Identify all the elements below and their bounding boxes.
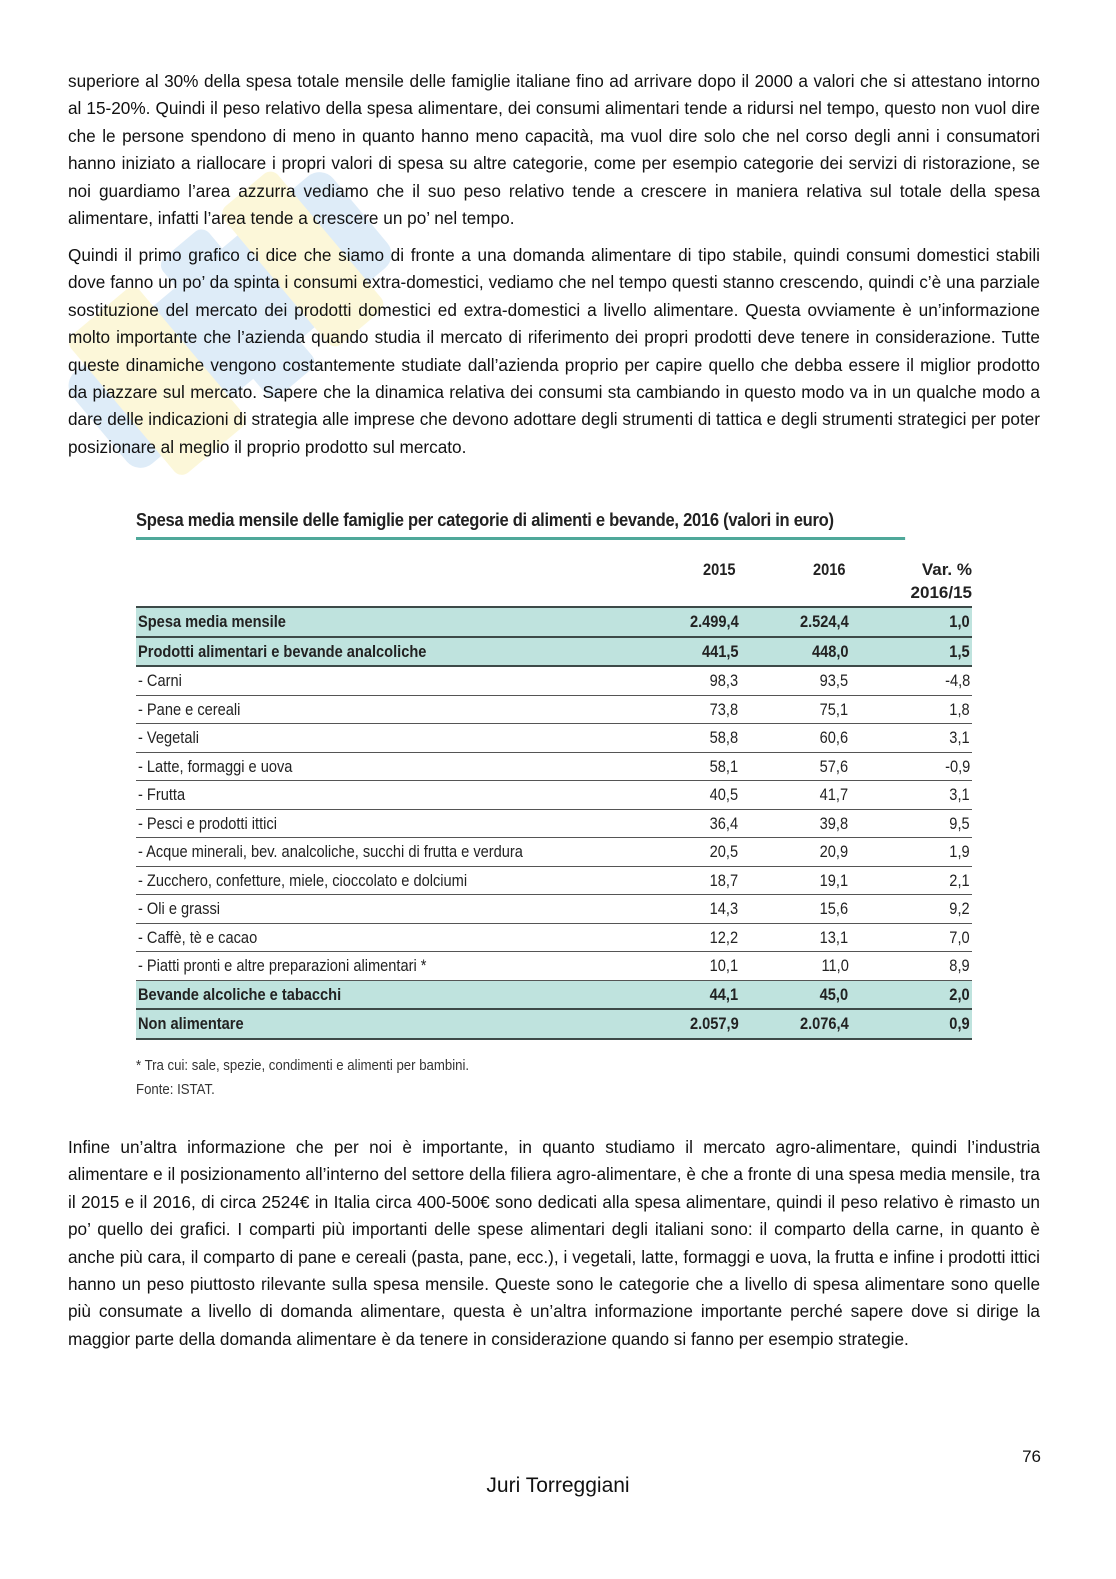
table-row (136, 781, 972, 810)
row-variation: 2,1 (850, 866, 972, 895)
row-variation: 3,1 (850, 724, 972, 753)
row-value-2015: 2.499,4 (619, 607, 741, 637)
header-variation-line2: 2016/15 (910, 583, 972, 602)
row-value-2015: 20,5 (619, 838, 741, 867)
row-variation: -4,8 (850, 666, 972, 695)
table-row (136, 866, 972, 895)
row-value-2016: 2.076,4 (740, 1009, 850, 1039)
table-body (136, 607, 972, 1039)
header-2015: 2015 (702, 560, 736, 579)
row-label: - Pane e cereali (136, 695, 619, 724)
header-2016: 2016 (812, 560, 846, 579)
paragraph-text: Quindi il primo grafico ci dice che siamo di fronte a una domanda alimentare di tipo stabile, quindi consumi domestici stabili dove fanno un po’ da spinta i consumi extra-domestici, vediamo che nel tempo questi stanno crescendo, quindi c’è una parziale sostituzione del mercato dei prodotti domestici ed extra-domestici a livello alimentare. Questa ovviamente è un’informazione molto importante che l’azienda quando studia il mercato di riferimento dei propri prodotti deve tenere in considerazione. Tutte queste dinamiche vengono costantemente studiate dall’azienda proprio per capire quello che debba essere il miglior prodotto da piazzare sul mercato. Sapere che la dinamica relativa dei consumi sta cambiando in questo modo va in un qualche modo a dare delle indicazioni di strategia alle imprese che devono adottare degli strumenti di tattica e degli strumenti strategici per poter posizionare al meglio il proprio prodotto sul mercato. (68, 245, 1040, 457)
row-variation: 9,2 (850, 895, 972, 924)
header-category (136, 554, 619, 607)
table-row (136, 923, 972, 952)
body-paragraph-2 (68, 242, 1040, 461)
row-value-2016: 19,1 (740, 866, 850, 895)
row-value-2015: 44,1 (619, 980, 741, 1009)
row-value-2015: 2.057,9 (619, 1009, 741, 1039)
row-variation: 1,0 (850, 607, 972, 637)
row-value-2016: 57,6 (740, 752, 850, 781)
row-value-2015: 40,5 (619, 781, 741, 810)
header-variation-line1: Var. % (921, 560, 972, 579)
row-variation: 1,9 (850, 838, 972, 867)
row-value-2016: 2.524,4 (740, 607, 850, 637)
row-value-2016: 13,1 (740, 923, 850, 952)
body-paragraph-1 (68, 68, 1040, 232)
table-row (136, 980, 972, 1009)
row-label: - Frutta (136, 781, 619, 810)
row-label: - Pesci e prodotti ittici (136, 809, 619, 838)
row-value-2016: 45,0 (740, 980, 850, 1009)
table-row (136, 695, 972, 724)
row-value-2016: 20,9 (740, 838, 850, 867)
row-label: - Zucchero, confetture, miele, cioccolato e dolciumi (136, 866, 619, 895)
row-value-2015: 10,1 (619, 952, 741, 981)
table-row (136, 809, 972, 838)
table-row (136, 1009, 972, 1039)
row-variation: 7,0 (850, 923, 972, 952)
row-label: - Latte, formaggi e uova (136, 752, 619, 781)
row-value-2015: 12,2 (619, 923, 741, 952)
row-label: - Oli e grassi (136, 895, 619, 924)
row-variation: 1,8 (850, 695, 972, 724)
table-row (136, 666, 972, 695)
table-row (136, 724, 972, 753)
row-value-2016: 41,7 (740, 781, 850, 810)
row-variation: 3,1 (850, 781, 972, 810)
row-value-2016: 93,5 (740, 666, 850, 695)
row-value-2015: 18,7 (619, 866, 741, 895)
table-row (136, 637, 972, 667)
page-number: 76 (1022, 1447, 1041, 1466)
expenditure-table (136, 554, 972, 1040)
row-label: Prodotti alimentari e bevande analcoliche (136, 637, 619, 667)
row-variation: 1,5 (850, 637, 972, 667)
row-variation: -0,9 (850, 752, 972, 781)
row-value-2016: 60,6 (740, 724, 850, 753)
row-label: Spesa media mensile (136, 607, 619, 637)
expenditure-table-figure (136, 510, 972, 1102)
table-notes (136, 1054, 972, 1102)
row-variation: 9,5 (850, 809, 972, 838)
table-source: Fonte: ISTAT. (136, 1080, 215, 1098)
row-label: - Vegetali (136, 724, 619, 753)
row-value-2016: 448,0 (740, 637, 850, 667)
table-row (136, 952, 972, 981)
table-title: Spesa media mensile delle famiglie per categorie di alimenti e bevande, 2016 (valori in euro) (136, 510, 905, 540)
table-row (136, 838, 972, 867)
row-variation: 2,0 (850, 980, 972, 1009)
body-paragraph-3 (68, 1134, 1040, 1353)
row-variation: 0,9 (850, 1009, 972, 1039)
paragraph-text: Infine un’altra informazione che per noi è importante, in quanto studiamo il mercato agro-alimentare, quindi l’industria alimentare e il posizionamento all’interno del settore della filiera agro-alimentare, è che a fronte di una spesa media mensile, tra il 2015 e il 2016, di circa 2524€ in Italia circa 400-500€ sono dedicati alla spesa alimentare, quindi il peso relativo è rimasto un po’ quello dei grafici. I comparti più importanti delle spese alimentari degli italiani sono: il comparto della carne, in quanto è anche più cara, il comparto di pane e cereali (pasta, pane, ecc.), i vegetali, latte, formaggi e uova, la frutta e infine i prodotti ittici hanno un peso piuttosto rilevante sulla spesa mensile. Queste sono le categorie che a livello di spesa alimentare sono quelle più consumate a livello di domanda alimentare, questa è un’altra informazione importante perché sapere dove si dirige la maggior parte della domanda alimentare è da tenere in considerazione quando si fanno per esempio strategie. (68, 1137, 1040, 1349)
row-label: Bevande alcoliche e tabacchi (136, 980, 619, 1009)
table-footnote: * Tra cui: sale, spezie, condimenti e alimenti per bambini. (136, 1056, 470, 1074)
row-value-2015: 58,8 (619, 724, 741, 753)
row-value-2015: 98,3 (619, 666, 741, 695)
row-variation: 8,9 (850, 952, 972, 981)
row-value-2015: 73,8 (619, 695, 741, 724)
row-label: - Caffè, tè e cacao (136, 923, 619, 952)
table-row (136, 752, 972, 781)
table-row (136, 607, 972, 637)
row-value-2016: 15,6 (740, 895, 850, 924)
row-label: Non alimentare (136, 1009, 619, 1039)
row-label: - Carni (136, 666, 619, 695)
row-value-2016: 75,1 (740, 695, 850, 724)
row-value-2016: 11,0 (740, 952, 850, 981)
row-value-2015: 441,5 (619, 637, 741, 667)
row-value-2016: 39,8 (740, 809, 850, 838)
footer-author: Juri Torreggiani (486, 1474, 630, 1497)
table-header-row (136, 554, 972, 607)
row-value-2015: 58,1 (619, 752, 741, 781)
row-value-2015: 14,3 (619, 895, 741, 924)
row-value-2015: 36,4 (619, 809, 741, 838)
row-label: - Acque minerali, bev. analcoliche, succhi di frutta e verdura (136, 838, 619, 867)
header-variation (850, 554, 972, 607)
table-row (136, 895, 972, 924)
row-label: - Piatti pronti e altre preparazioni alimentari * (136, 952, 619, 981)
paragraph-text: superiore al 30% della spesa totale mensile delle famiglie italiane fino ad arrivare dopo il 2000 a valori che si attestano intorno al 15-20%. Quindi il peso relativo della spesa alimentare, dei consumi alimentari tende a ridursi nel tempo, questo non vuol dire che le persone spendono di meno in quanto hanno meno capacità, ma vuol dire solo che nel corso degli anni i consumatori hanno iniziato a riallocare i propri valori di spesa su altre categorie, come per esempio categorie dei servizi di ristorazione, se noi guardiamo l’area azzurra vediamo che il suo peso relativo tende a crescere in maniera relativa sul totale della spesa alimentare, infatti l’area tende a crescere un po’ nel tempo. (68, 71, 1040, 229)
